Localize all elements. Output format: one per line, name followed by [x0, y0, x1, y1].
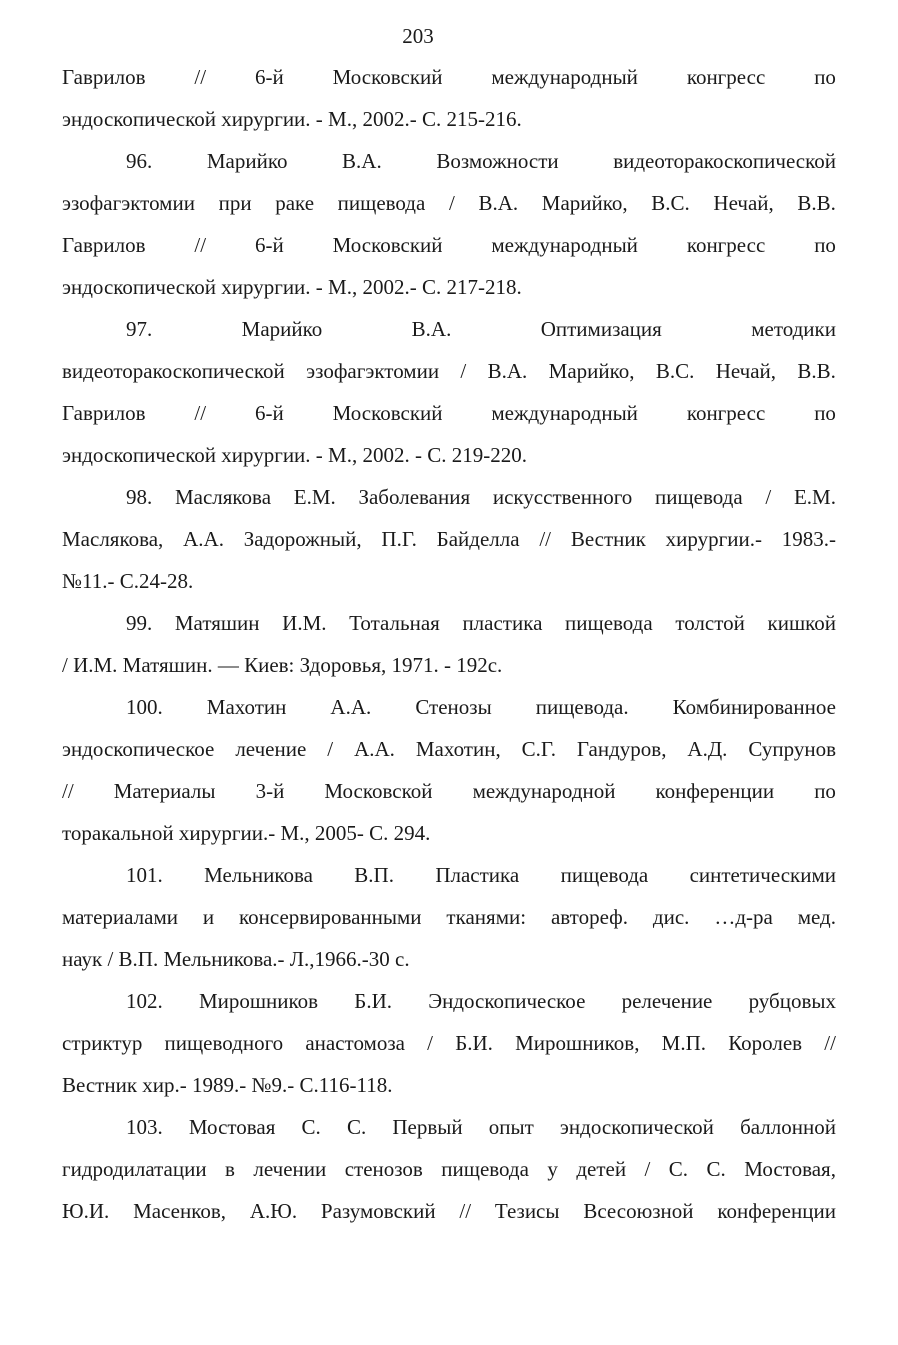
- word: Московский: [332, 65, 443, 89]
- word: стриктур: [62, 1031, 143, 1055]
- word: эндоскопической: [559, 1115, 714, 1139]
- word: С.Г.: [521, 737, 556, 761]
- word: Первый: [392, 1115, 463, 1139]
- word: конференции: [655, 779, 775, 803]
- word: мед.: [797, 905, 836, 929]
- word: Мостовая,: [744, 1157, 836, 1181]
- word: по: [814, 779, 836, 803]
- word: //: [194, 401, 207, 425]
- text-line: [62, 518, 836, 560]
- text-line: эндоскопической хирургии. - М., 2002.- С. 217-218.: [62, 275, 522, 299]
- word: баллонной: [740, 1115, 836, 1139]
- word: лечение: [235, 737, 307, 761]
- word: С.: [668, 1157, 689, 1181]
- word: пищевода: [337, 191, 426, 215]
- word: 1983.-: [781, 527, 836, 551]
- word: Разумовский: [320, 1199, 436, 1223]
- text-line: [62, 1022, 836, 1064]
- word: рубцовых: [748, 989, 836, 1013]
- text-line: наук / В.П. Мельникова.- Л.,1966.-30 с.: [62, 947, 410, 971]
- word: //: [62, 779, 74, 803]
- word: //: [824, 1031, 836, 1055]
- word: Заболевания: [358, 485, 471, 509]
- word: Стенозы: [415, 695, 492, 719]
- word: Тезисы: [494, 1199, 560, 1223]
- word: //: [194, 233, 207, 257]
- word: анастомоза: [305, 1031, 405, 1055]
- word: Е.М.: [293, 485, 336, 509]
- word: Московской: [324, 779, 433, 803]
- text-line: [62, 686, 836, 728]
- word: Московский: [332, 401, 443, 425]
- word: В.В.: [797, 359, 836, 383]
- word: 96.: [126, 149, 153, 173]
- word: Маслякова: [174, 485, 272, 509]
- word: В.А.: [342, 149, 382, 173]
- text-line: / И.М. Матяшин. — Киев: Здоровья, 1971. - 192с.: [62, 653, 503, 677]
- word: Мельникова: [204, 863, 313, 887]
- word: Гандуров,: [576, 737, 667, 761]
- word: 102.: [126, 989, 163, 1013]
- word: Б.И.: [455, 1031, 493, 1055]
- word: Ю.И.: [62, 1199, 110, 1223]
- text-line: [62, 602, 836, 644]
- word: хирургии.-: [665, 527, 762, 551]
- text-line: [62, 1190, 836, 1232]
- word: конференции: [717, 1199, 836, 1223]
- word: А.Ю.: [249, 1199, 298, 1223]
- word: кишкой: [767, 611, 836, 635]
- word: международной: [472, 779, 616, 803]
- word: Марийко,: [541, 191, 628, 215]
- word: по: [814, 401, 836, 425]
- text-line: [62, 1106, 836, 1148]
- word: Махотин: [206, 695, 287, 719]
- word: 99.: [126, 611, 153, 635]
- word: /: [427, 1031, 433, 1055]
- word: Супрунов: [748, 737, 836, 761]
- word: Б.И.: [354, 989, 392, 1013]
- word: гидродилатации: [62, 1157, 207, 1181]
- word: искусственного: [492, 485, 633, 509]
- word: Маслякова,: [62, 527, 164, 551]
- word: /: [327, 737, 334, 761]
- word: при: [218, 191, 252, 215]
- word: 3-й: [255, 779, 285, 803]
- word: 100.: [126, 695, 163, 719]
- word: /: [448, 191, 455, 215]
- word: пищевода: [655, 485, 743, 509]
- word: 101.: [126, 863, 163, 887]
- word: опыт: [488, 1115, 534, 1139]
- word: стенозов: [344, 1157, 423, 1181]
- word: пищевода: [565, 611, 653, 635]
- word: Всесоюзной: [583, 1199, 694, 1223]
- word: релечение: [621, 989, 713, 1013]
- word: //: [459, 1199, 472, 1223]
- word: П.Г.: [381, 527, 417, 551]
- word: Мирошников: [198, 989, 319, 1013]
- word: у: [547, 1157, 558, 1181]
- word: Пластика: [435, 863, 520, 887]
- text-line: [62, 980, 836, 1022]
- word: и: [202, 905, 215, 929]
- word: Масенков,: [133, 1199, 227, 1223]
- word: В.А.: [478, 191, 519, 215]
- word: методики: [751, 317, 836, 341]
- word: Нечай,: [715, 359, 777, 383]
- word: В.А.: [411, 317, 452, 341]
- word: Вестник: [570, 527, 646, 551]
- word: Матяшин: [174, 611, 260, 635]
- text-line: [62, 182, 836, 224]
- word: эндоскопическое: [62, 737, 215, 761]
- word: лечении: [253, 1157, 327, 1181]
- word: Королев: [728, 1031, 803, 1055]
- word: Задорожный,: [243, 527, 362, 551]
- word: В.С.: [651, 191, 690, 215]
- word: Гаврилов: [62, 65, 146, 89]
- word: Махотин,: [415, 737, 501, 761]
- word: Оптимизация: [540, 317, 662, 341]
- word: В.В.: [797, 191, 836, 215]
- word: по: [814, 65, 836, 89]
- word: международный: [491, 233, 638, 257]
- text-line: [62, 896, 836, 938]
- word: Марийко: [241, 317, 323, 341]
- word: Марийко,: [548, 359, 635, 383]
- word: пищевода: [560, 863, 649, 887]
- word: пищевода.: [535, 695, 629, 719]
- word: Гаврилов: [62, 401, 146, 425]
- text-line: Вестник хир.- 1989.- №9.- С.116-118.: [62, 1073, 393, 1097]
- word: дис.: [652, 905, 690, 929]
- word: международный: [491, 65, 638, 89]
- word: Байделла: [436, 527, 520, 551]
- word: эзофагэктомии: [306, 359, 440, 383]
- word: А.А.: [354, 737, 395, 761]
- word: С.: [346, 1115, 367, 1139]
- word: пищеводного: [164, 1031, 284, 1055]
- text-line: №11.- С.24-28.: [62, 569, 194, 593]
- word: //: [539, 527, 552, 551]
- bibliography-list: [62, 56, 836, 1232]
- word: пластика: [462, 611, 543, 635]
- text-line: [62, 728, 836, 770]
- word: В.С.: [655, 359, 695, 383]
- text-line: [62, 854, 836, 896]
- word: 103.: [126, 1115, 163, 1139]
- word: Возможности: [436, 149, 559, 173]
- word: синтетическими: [689, 863, 836, 887]
- page-number: 203: [402, 24, 434, 48]
- word: /: [460, 359, 467, 383]
- word: Нечай,: [713, 191, 774, 215]
- text-line: [62, 140, 836, 182]
- word: А.Д.: [687, 737, 728, 761]
- word: раке: [275, 191, 315, 215]
- word: Гаврилов: [62, 233, 146, 257]
- text-line: [62, 770, 836, 812]
- word: видеоторакоскопической: [613, 149, 836, 173]
- word: видеоторакоскопической: [62, 359, 285, 383]
- text-line: торакальной хирургии.- М., 2005- С. 294.: [62, 821, 431, 845]
- word: консервированными: [239, 905, 422, 929]
- word: материалами: [62, 905, 178, 929]
- word: /: [644, 1157, 651, 1181]
- word: конгресс: [686, 401, 766, 425]
- text-line: [62, 476, 836, 518]
- word: в: [225, 1157, 235, 1181]
- word: 6-й: [254, 65, 284, 89]
- word: Материалы: [113, 779, 216, 803]
- word: //: [194, 65, 207, 89]
- text-line: [62, 224, 836, 266]
- word: А.А.: [183, 527, 224, 551]
- word: Марийко: [206, 149, 288, 173]
- word: 6-й: [254, 401, 284, 425]
- word: В.П.: [354, 863, 394, 887]
- text-line: [62, 1148, 836, 1190]
- word: детей: [576, 1157, 627, 1181]
- word: Комбинированное: [672, 695, 836, 719]
- word: В.А.: [487, 359, 528, 383]
- text-line: [62, 308, 836, 350]
- text-line: [62, 392, 836, 434]
- word: Эндоскопическое: [428, 989, 586, 1013]
- word: пищевода: [441, 1157, 529, 1181]
- word: С.: [301, 1115, 321, 1139]
- word: Е.М.: [793, 485, 836, 509]
- word: /: [765, 485, 772, 509]
- word: Тотальная: [349, 611, 440, 635]
- word: тканями:: [446, 905, 527, 929]
- word: эзофагэктомии: [62, 191, 195, 215]
- text-line: эндоскопической хирургии. - М., 2002. - С. 219-220.: [62, 443, 527, 467]
- word: Мирошников,: [515, 1031, 640, 1055]
- word: 97.: [126, 317, 153, 341]
- word: …д-ра: [714, 905, 773, 929]
- text-line: [62, 56, 836, 98]
- word: конгресс: [686, 65, 766, 89]
- word: по: [814, 233, 836, 257]
- word: М.П.: [661, 1031, 706, 1055]
- word: автореф.: [550, 905, 629, 929]
- text-line: эндоскопической хирургии. - М., 2002.- С. 215-216.: [62, 107, 522, 131]
- word: конгресс: [686, 233, 766, 257]
- word: международный: [491, 401, 638, 425]
- word: А.А.: [330, 695, 372, 719]
- word: Мостовая: [188, 1115, 276, 1139]
- word: С.: [706, 1157, 726, 1181]
- text-line: [62, 350, 836, 392]
- word: 6-й: [254, 233, 284, 257]
- word: Московский: [332, 233, 443, 257]
- word: толстой: [675, 611, 745, 635]
- word: И.М.: [282, 611, 327, 635]
- word: 98.: [126, 485, 153, 509]
